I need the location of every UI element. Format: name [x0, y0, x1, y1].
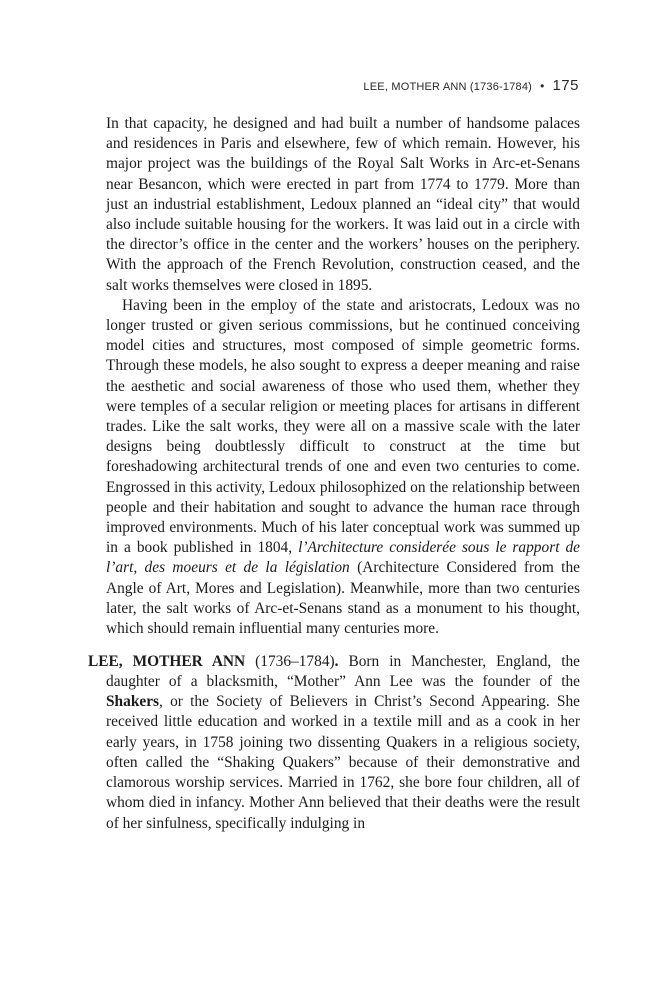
- cross-reference-shakers: Shakers: [106, 693, 160, 711]
- entry-headword: LEE, MOTHER ANN: [88, 652, 246, 670]
- bullet-separator: •: [540, 79, 545, 93]
- paragraph-text: (Architecture Considered from the Angle of Art, Mores and Legislation). Meanwhile, more than two centuries later, the salt works of Arc-et-Senans stand as a monument to his thought, which should remain influential many centuries more.: [106, 559, 580, 638]
- running-head: [363, 76, 579, 97]
- entry-text: , or the Society of Believers in Christ’s Second Appearing. She received little education and worked in a textile mill and as a cook in her early years, in 1758 joining two dissenting Quakers in a religious society, often called the “Shaking Quakers” because of their demonstrative and clamorous worship services. Married in 1762, she bore four children, all of whom died in infancy. Mother Ann believed that their deaths were the result of her sinfulness, specifically indulging in: [106, 693, 580, 832]
- entry-dates: (1736–1784): [245, 652, 335, 670]
- page-number: 175: [552, 77, 579, 94]
- page-body: [88, 114, 580, 834]
- paragraph-continued: In that capacity, he designed and had built a number of handsome palaces and residences in Paris and elsewhere, few of which remain. However, his major project was the buildings of the Royal Salt Works in Arc-et-Senans near Besancon, which were erected in part from 1774 to 1779. More than just an industrial establishment, Ledoux planned an “ideal city” that would also include suitable housing for the workers. It was laid out in a circle with the director’s office in the center and the workers’ houses on the periphery. With the approach of the French Revolution, construction ceased, and the salt works themselves were closed in 1895.: [106, 115, 580, 294]
- running-title: LEE, MOTHER ANN (1736-1784): [363, 81, 533, 93]
- entry-lee-mother-ann: [88, 652, 580, 834]
- paragraph-ledoux: [88, 296, 580, 639]
- paragraph-text: Having been in the employ of the state and aristocrats, Ledoux was no longer trusted or given serious commissions, but he continued conceiving model cities and structures, most composed of simple geometric forms. Through these models, he also sought to express a deeper meaning and raise the aesthetic and social awareness of those who used them, whether they were temples of a secular religion or meeting places for artisans in different trades. Like the salt works, they were all on a massive scale with the later designs being doubtlessly difficult to construct at the time but foreshadowing architectural trends of one and even two centuries to come. Engrossed in this activity, Ledoux philosophized on the relationship between people and their habitation and sought to advance the human race through improved environments. Much of his later conceptual work was summed up in a book published in 1804,: [106, 296, 580, 557]
- entry-text: Born in Manchester, England, the daughter of a blacksmith, “Mother” Ann Lee was the founder of the: [106, 652, 580, 691]
- book-title: l’Architecture considerée sous le rapport de l’art, des moeurs et de la législation: [106, 539, 580, 577]
- entry-dot: .: [334, 652, 339, 670]
